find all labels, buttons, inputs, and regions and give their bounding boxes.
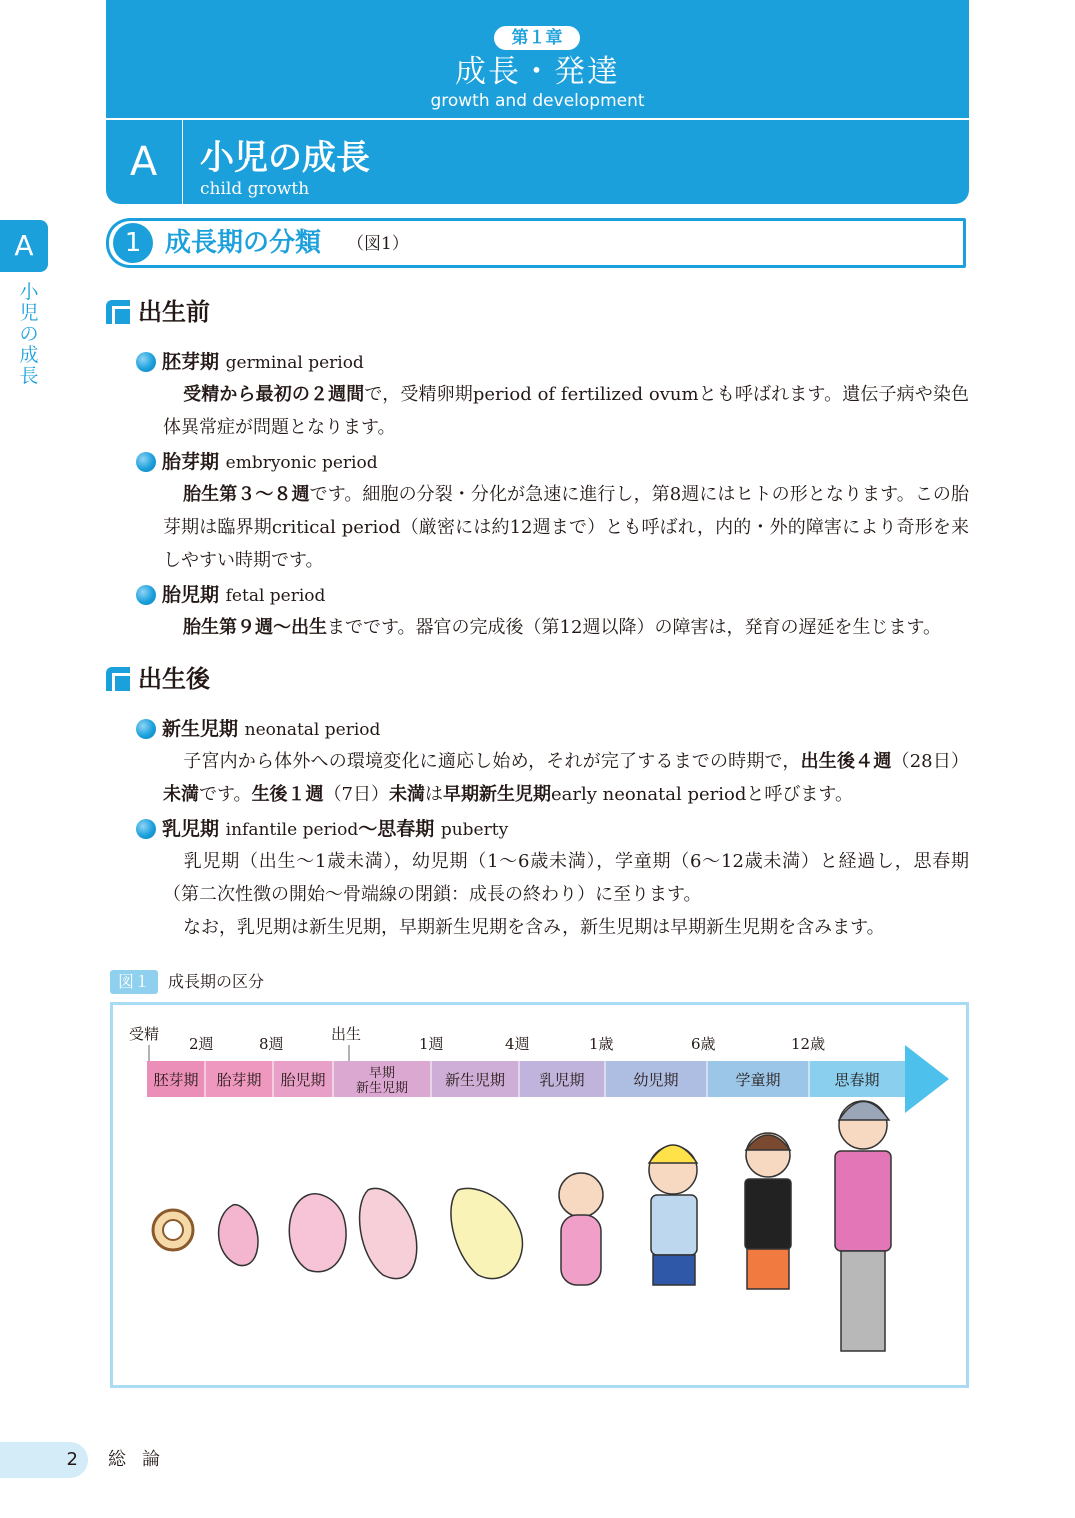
timeline-label: 1週 <box>419 1035 444 1053</box>
text: 乳児期（出生～1歳未満），幼児期（1～6歳未満），学童期（6～12歳未満）と経過し，思春期（第二次性徴の開始～骨端線の閉鎖：成長の終わり）に至ります。 <box>163 851 969 905</box>
side-tab-text: 小 児 の 成 長 <box>19 281 39 387</box>
timeline-label: 受精 <box>129 1025 160 1043</box>
bold-text: 胎生第３～８週 <box>183 484 310 505</box>
term-jp: 胎芽期 <box>162 451 220 473</box>
germinal-inner-icon <box>163 1220 183 1240</box>
early-neonate-icon <box>360 1188 417 1278</box>
toddler-pants-icon <box>653 1255 695 1285</box>
teen-jacket-icon <box>835 1151 891 1251</box>
side-tab: A <box>0 220 48 272</box>
timeline-label: 6歳 <box>691 1035 716 1053</box>
term-en: neonatal period <box>244 720 381 740</box>
term-jp: 胎児期 <box>162 584 220 606</box>
bullet-icon <box>136 819 156 839</box>
stage-label: 乳児期 <box>539 1071 585 1089</box>
stage-label: 新生児期 <box>355 1081 409 1096</box>
teen-pants-icon <box>841 1251 885 1351</box>
timeline-label: 8週 <box>259 1035 284 1053</box>
child-shorts-icon <box>747 1249 789 1289</box>
square-icon <box>106 667 130 691</box>
stage-label: 胚芽期 <box>153 1071 199 1089</box>
term-en-2: puberty <box>440 820 509 840</box>
chapter-header <box>106 0 969 118</box>
bold-text: 胎生第９週〜出生 <box>183 617 327 638</box>
text: で，受精卵期period of fertilized ovumとも呼ばれます。遺伝子病や染色体異常症が問題となります。 <box>163 384 970 438</box>
text: は <box>425 784 444 805</box>
fetus-icon <box>289 1194 346 1272</box>
text: early neonatal periodと呼びます。 <box>551 784 853 805</box>
paragraph-fetal <box>163 611 969 644</box>
subheading-text: 出生前 <box>138 298 210 326</box>
chapter-subtitle: growth and development <box>430 91 645 111</box>
text: 子宮内から体外への環境変化に適応し始め，それが完了するまでの時期で， <box>183 751 801 772</box>
text: （28日） <box>891 751 970 772</box>
section-subtitle: child growth <box>200 179 310 199</box>
square-icon <box>106 300 130 324</box>
child-hair-icon <box>746 1135 790 1150</box>
chapter-badge: 第１章 <box>494 26 580 50</box>
growth-stage-diagram <box>113 1005 966 1385</box>
bold-text: 出生後４週 <box>800 751 892 772</box>
text: までです。器官の完成後（第12週以降）の障害は，発育の遅延を生じます。 <box>327 617 942 638</box>
paragraph-note <box>163 911 969 944</box>
timeline-label: 4週 <box>505 1035 530 1053</box>
stage-label: 早期 <box>368 1066 396 1081</box>
bullet-icon <box>136 719 156 739</box>
bold-text: 未満 <box>389 784 426 805</box>
timeline-label: 12歳 <box>791 1035 826 1053</box>
paragraph-embryonic <box>163 478 969 577</box>
figure-label: 図１ <box>110 970 158 994</box>
bullet-icon <box>136 352 156 372</box>
stage-label: 胎児期 <box>280 1071 326 1089</box>
stage-bar <box>147 1045 949 1113</box>
text: なお，乳児期は新生児期，早期新生児期を含み，新生児期は早期新生児期を含みます。 <box>183 917 885 938</box>
timeline-label: 出生 <box>331 1025 362 1043</box>
chapter-title: 成長・発達 <box>455 54 620 90</box>
heading-number: 1 <box>113 223 153 263</box>
term-en: fetal period <box>225 586 326 606</box>
subheading-text: 出生後 <box>138 665 210 693</box>
bold-text: 未満 <box>163 784 199 805</box>
stage-label: 思春期 <box>834 1071 880 1089</box>
term-jp-2: 〜思春期 <box>358 818 435 840</box>
embryo-icon <box>219 1205 258 1266</box>
figure-title: 成長期の区分 <box>168 972 265 991</box>
heading-title: 成長期の分類 <box>165 228 322 258</box>
bullet-icon <box>136 452 156 472</box>
section-title: 小児の成長 <box>200 138 370 178</box>
stage-label: 幼児期 <box>633 1071 679 1089</box>
timeline-label: 1歳 <box>589 1035 614 1053</box>
teen-hair-icon <box>839 1102 889 1121</box>
term-jp: 胚芽期 <box>162 351 220 373</box>
heading-figure-ref: （図1） <box>347 234 409 254</box>
helmet-icon <box>649 1145 697 1163</box>
term-jp: 乳児期 <box>162 818 220 840</box>
infant-head-icon <box>559 1173 603 1217</box>
running-footer-title: 総論 <box>108 1449 176 1470</box>
bullet-icon <box>136 585 156 605</box>
term-en: infantile period <box>225 820 359 840</box>
section-header <box>106 120 969 204</box>
neonate-icon <box>451 1188 523 1278</box>
page-number: 2 <box>0 1442 88 1478</box>
text: です。細胞の分裂・分化が急速に進行し，第8週にはヒトの形となります。この胎芽期は臨界期critical period（厳密には約12週まで）とも呼ばれ，内的・外的障害により奇形を来しやすい時期です。 <box>163 484 969 571</box>
bold-text: 生後１週 <box>251 784 324 805</box>
toddler-body-icon <box>651 1195 697 1255</box>
stage-label: 学童期 <box>735 1071 781 1089</box>
stage-label: 新生児期 <box>444 1071 506 1089</box>
paragraph-infantile <box>163 845 969 911</box>
paragraph-germinal <box>163 378 969 444</box>
text: （7日） <box>323 784 390 805</box>
timeline-label: 2週 <box>189 1035 214 1053</box>
child-shirt-icon <box>745 1179 791 1249</box>
infant-body-icon <box>561 1215 601 1285</box>
section-letter: A <box>129 139 158 185</box>
term-en: germinal period <box>225 353 364 373</box>
term-jp: 新生児期 <box>162 718 239 740</box>
heading-1 <box>106 218 966 268</box>
figure-growth-stages <box>110 1002 969 1388</box>
term-en: embryonic period <box>225 453 378 473</box>
bold-text: 受精から最初の２週間 <box>183 384 365 405</box>
growth-illustrations <box>153 1101 891 1351</box>
text: です。 <box>199 784 252 805</box>
paragraph-neonatal <box>163 745 969 811</box>
stage-label: 胎芽期 <box>216 1071 262 1089</box>
bold-text: 早期新生児期 <box>443 784 552 805</box>
section-divider <box>182 120 183 204</box>
